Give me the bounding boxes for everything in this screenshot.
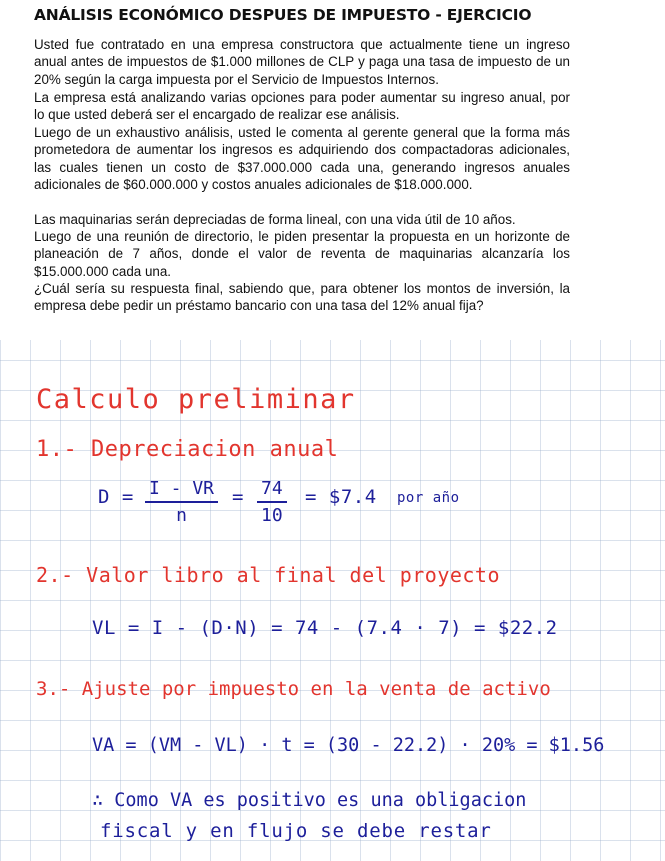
- conclusion-line-2: fiscal y en flujo se debe restar: [100, 820, 492, 842]
- step2-formula: VL = I - (D·N) = 74 - (7.4 · 7) = $22.2: [92, 617, 558, 639]
- fraction-denominator: n: [176, 505, 187, 526]
- problem-statement: [0, 0, 665, 340]
- step1-equals: =: [232, 486, 244, 508]
- step1-title: [36, 437, 338, 462]
- exercise-title: ANÁLISIS ECONÓMICO DESPUES DE IMPUESTO - EJERCICIO: [34, 6, 532, 24]
- paragraph-context: Usted fue contratado en una empresa constructora que actualmente tiene un ingreso anual antes de impuestos de $1.000 millones de CLP y paga una tasa de impuesto de un 20% según la carga impuesta por el Servicio de Impuestos Internos.: [34, 37, 570, 87]
- step3-formula: VA = (VM - VL) · t = (30 - 22.2) · 20% = $1.56: [92, 735, 605, 756]
- step1-unit: por año: [397, 490, 460, 506]
- conclusion-line-1: ∴ Como VA es positivo es una obligacion: [92, 790, 527, 811]
- paragraph-depreciation: Las maquinarias serán depreciadas de forma lineal, con una vida útil de 10 años.: [34, 212, 516, 227]
- fraction-denominator-value: 10: [261, 505, 283, 526]
- notes-heading: Calculo preliminar: [36, 384, 356, 415]
- step1-fraction-formula: [145, 478, 218, 526]
- paragraph-question: ¿Cuál sería su respuesta final, sabiendo que, para obtener los montos de inversión, la empresa debe pedir un préstamo bancario con una tasa del 12% anual fija?: [34, 281, 570, 314]
- step1-title-text: 1.- Depreciacion anual: [36, 437, 339, 462]
- fraction-numerator-value: 74: [257, 478, 287, 503]
- paragraph-horizon: Luego de una reunión de directorio, le piden presentar la propuesta en un horizonte de planeación de 7 años, donde el valor de reventa de maquinarias alcanzaría los $15.000.000 cada una.: [34, 229, 570, 279]
- step3-title: 3.- Ajuste por impuesto en la venta de activo: [36, 678, 551, 700]
- step2-title: 2.- Valor libro al final del proyecto: [36, 563, 501, 587]
- step1-fraction-values: [257, 478, 287, 526]
- paragraph-task: La empresa está analizando varias opciones para poder aumentar su ingreso anual, por lo que usted deberá ser el encargado de realizar ese análisis.: [34, 90, 570, 123]
- step1-lhs: D =: [98, 486, 134, 508]
- fraction-numerator: I - VR: [145, 478, 218, 503]
- step1-result: = $7.4: [305, 486, 377, 508]
- paragraph-proposal: Luego de un exhaustivo análisis, usted le comenta al gerente general que la forma más prometedora de aumentar los ingresos es adquiriendo dos compactadoras adicionales, las cuales tienen un costo de $37.000.000 cada una, generando ingresos anuales adicionales de $60.000.000 y costos anuales adicionales de $18.000.000.: [34, 125, 570, 193]
